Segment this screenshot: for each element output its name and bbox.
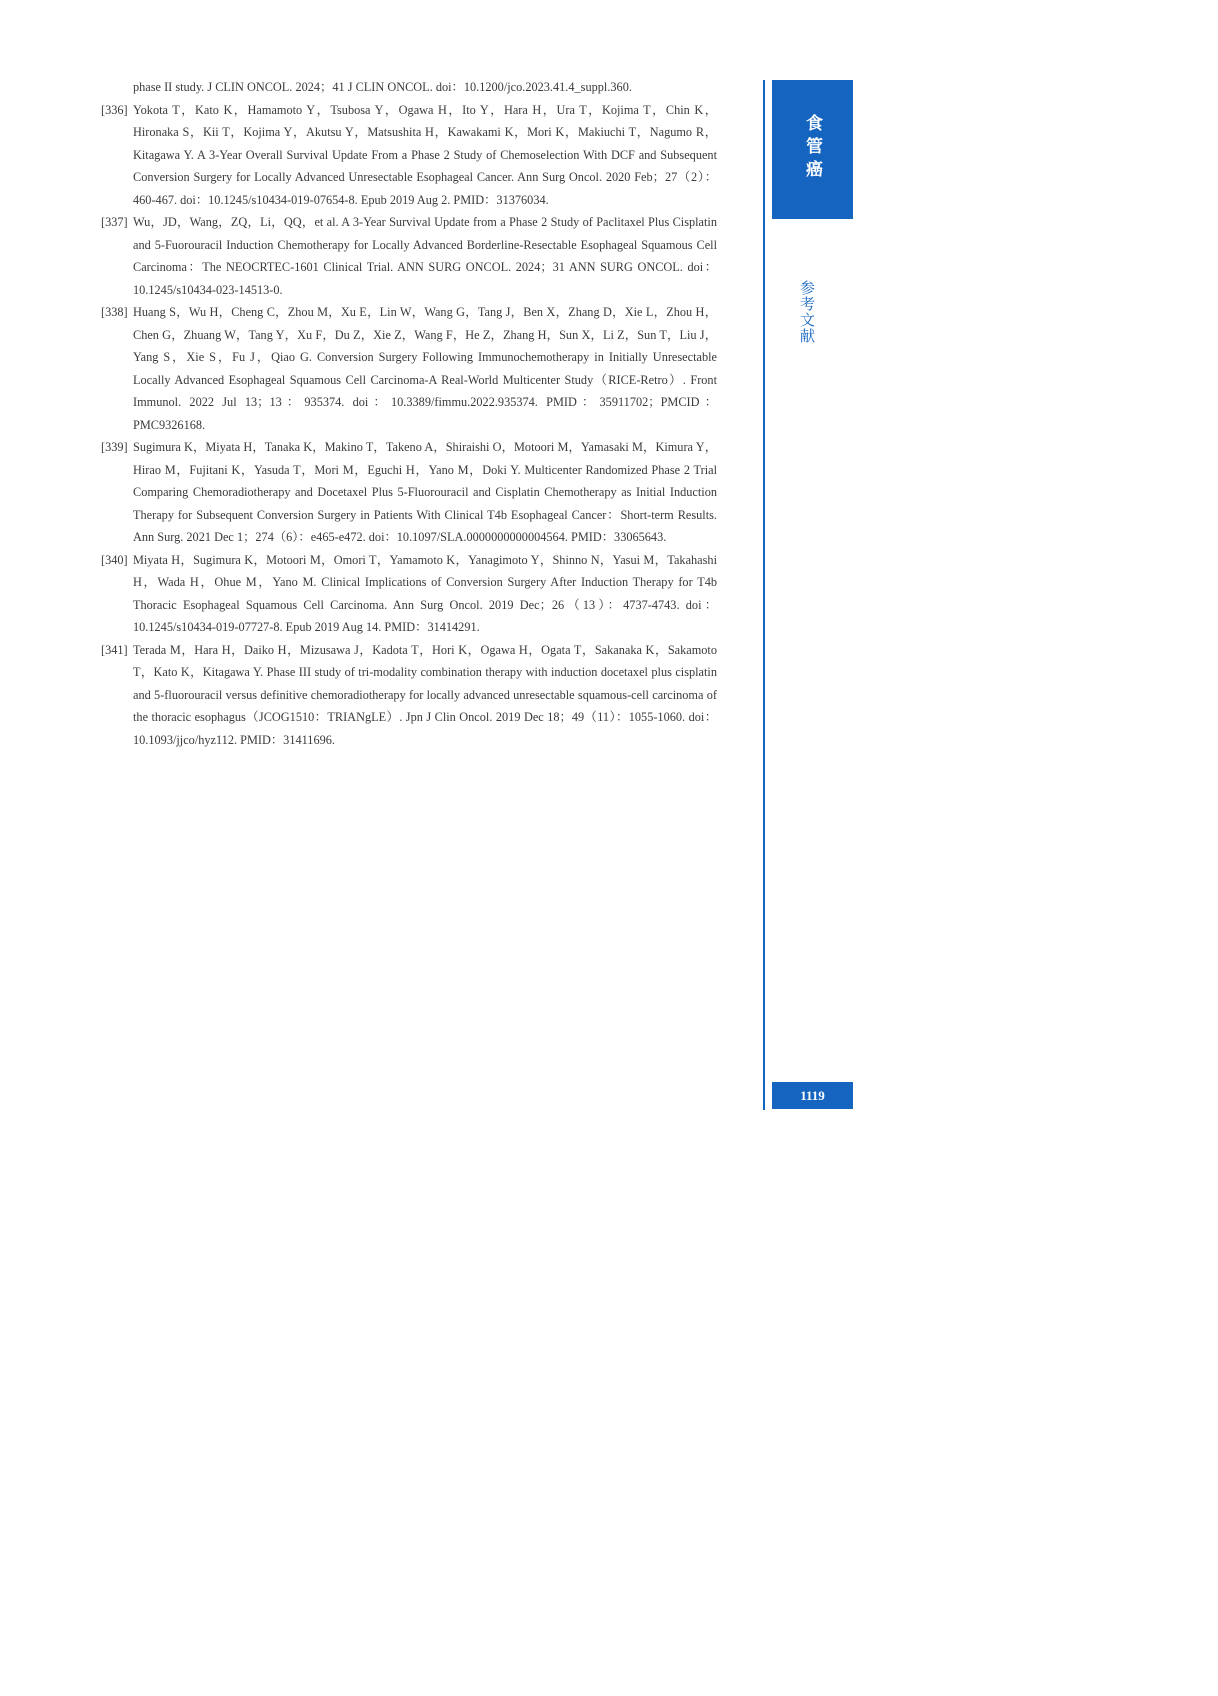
reference-item — [101, 436, 717, 549]
reference-number: [338] — [101, 305, 128, 319]
reference-number: [339] — [101, 440, 128, 454]
chapter-title: 食管癌 — [802, 114, 822, 183]
reference-item — [101, 211, 717, 301]
reference-item — [101, 639, 717, 752]
reference-text: phase II study. J CLIN ONCOL. 2024；41 J CLIN ONCOL. doi：10.1200/jco.2023.41.4_suppl.360. — [133, 80, 632, 94]
reference-item — [101, 99, 717, 212]
reference-number: [340] — [101, 552, 128, 567]
reference-item — [101, 301, 717, 436]
reference-text: Sugimura K，Miyata H，Tanaka K，Makino T，Takeno A，Shiraishi O，Motoori M，Yamasaki M，Kimura Y，Hirao M，Fujitani K，Yasuda T，Mori M，Eguchi H，Yano M，Doki Y. Multicenter Randomized Phase 2 Trial Comparing Chemoradiotherapy and Docetaxel Plus 5-Fluorouracil and Cisplatin Chemotherapy as Initial Induction Therapy for Subsequent Conversion Surgery in Patients With Clinical T4b Esophageal Cancer：Short-term Results. Ann Surg. 2021 Dec 1；274（6）：e465-e472. doi：10.1097/SLA.0000000000004564. PMID：33065643. — [133, 440, 717, 544]
page-number: 1119 — [772, 1082, 853, 1109]
reference-number: [341] — [101, 642, 128, 657]
section-label: 参考文献 — [798, 280, 816, 344]
reference-list — [101, 76, 717, 751]
reference-text: Huang S，Wu H，Cheng C，Zhou M，Xu E，Lin W，Wang G，Tang J，Ben X，Zhang D，Xie L，Zhou H，Chen G，Zhuang W，Tang Y，Xu F，Du Z，Xie Z，Wang F，He Z，Zhang H，Sun X，Li Z，Sun T，Liu J，Yang S，Xie S，Fu J，Qiao G. Conversion Surgery Following Immunochemotherapy in Initially Unresectable Locally Advanced Esophageal Squamous Cell Carcinoma-A Real-World Multicenter Study（RICE-Retro）. Front Immunol. 2022 Jul 13；13：935374. doi：10.3389/fimmu.2022.935374. PMID：35911702；PMCID：PMC9326168. — [133, 305, 717, 432]
chapter-tab — [772, 80, 853, 219]
sidebar-divider — [763, 80, 765, 1110]
reference-text: Wu，JD，Wang，ZQ，Li，QQ，et al. A 3-Year Survival Update from a Phase 2 Study of Paclitaxel Plus Cisplatin and 5-Fuorouracil Induction Chemotherapy for Locally Advanced Borderline-Resectable Esophageal Squamous Cell Carcinoma：The NEOCRTEC-1601 Clinical Trial. ANN SURG ONCOL. 2024；31 ANN SURG ONCOL. doi：10.1245/s10434-023-14513-0. — [133, 215, 717, 297]
reference-item — [101, 76, 717, 99]
reference-item — [101, 549, 717, 639]
reference-text: Terada M，Hara H，Daiko H，Mizusawa J，Kadota T，Hori K，Ogawa H，Ogata T，Sakanaka K，Sakamoto T，Kato K，Kitagawa Y. Phase III study of tri-modality combination therapy with induction docetaxel plus cisplatin and 5-fluorouracil versus definitive chemoradiotherapy for locally advanced unresectable squamous-cell carcinoma of the thoracic esophagus（JCOG1510：TRIANgLE）. Jpn J Clin Oncol. 2019 Dec 18；49（11）：1055-1060. doi：10.1093/jjco/hyz112. PMID：31411696. — [133, 642, 717, 747]
reference-number: [336] — [101, 102, 128, 117]
reference-text: Yokota T，Kato K，Hamamoto Y，Tsubosa Y，Ogawa H，Ito Y，Hara H，Ura T，Kojima T，Chin K，Hironaka S，Kii T，Kojima Y，Akutsu Y，Matsushita H，Kawakami K，Mori K，Makiuchi T，Nagumo R，Kitagawa Y. A 3-Year Overall Survival Update From a Phase 2 Study of Chemoselection With DCF and Subsequent Conversion Surgery for Locally Advanced Unresectable Esophageal Cancer. Ann Surg Oncol. 2020 Feb；27（2）：460-467. doi：10.1245/s10434-019-07654-8. Epub 2019 Aug 2. PMID：31376034. — [133, 102, 717, 207]
reference-text: Miyata H，Sugimura K，Motoori M，Omori T，Yamamoto K，Yanagimoto Y，Shinno N，Yasui M，Takahashi H，Wada H，Ohue M，Yano M. Clinical Implications of Conversion Surgery After Induction Therapy for T4b Thoracic Esophageal Squamous Cell Carcinoma. Ann Surg Oncol. 2019 Dec；26（13）：4737-4743. doi：10.1245/s10434-019-07727-8. Epub 2019 Aug 14. PMID：31414291. — [133, 552, 717, 634]
reference-number: [337] — [101, 215, 128, 229]
